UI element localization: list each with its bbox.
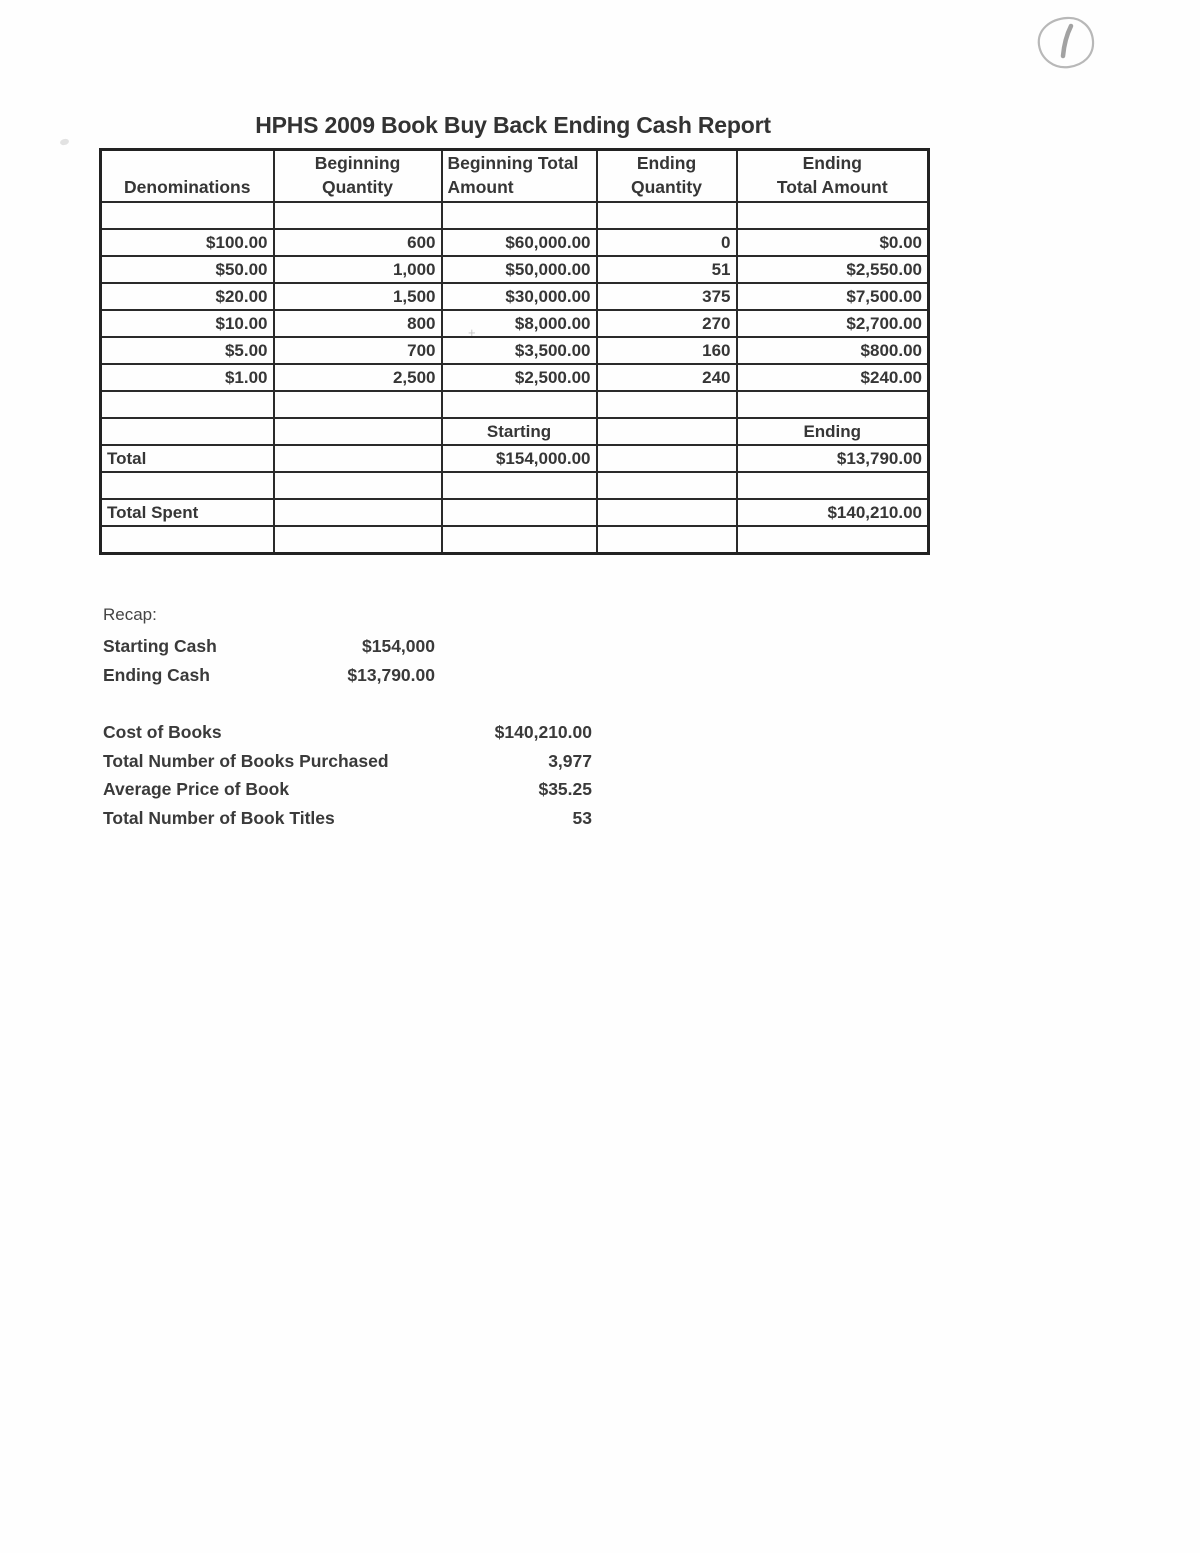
beginning-quantity-cell: 600: [274, 229, 442, 256]
beginning-amount-cell: $30,000.00: [442, 283, 597, 310]
scan-smudge: [59, 138, 69, 146]
header-row: [101, 150, 929, 203]
header-line1: Beginning Total: [447, 153, 579, 173]
table-cell: [274, 391, 442, 418]
col-header-beginning-total-amount: [442, 150, 597, 203]
recap-value: $140,210.00: [494, 722, 592, 742]
table-cell: [101, 418, 274, 445]
starting-label-cell: Starting: [442, 418, 597, 445]
recap-label: Ending Cash: [103, 665, 210, 685]
header-line1: Ending: [802, 153, 862, 173]
denomination-cell: $50.00: [101, 256, 274, 283]
header-line2: Quantity: [631, 177, 702, 197]
table-cell: [597, 499, 737, 526]
denomination-row-100: [101, 229, 929, 256]
ending-amount-cell: $240.00: [737, 364, 929, 391]
page-title: HPHS 2009 Book Buy Back Ending Cash Report: [255, 112, 771, 138]
recap-value: $154,000: [362, 636, 435, 656]
table-cell: [101, 526, 274, 554]
table-cell: [274, 418, 442, 445]
table-cell: [597, 445, 737, 472]
table-cell: [597, 391, 737, 418]
table-cell: [101, 472, 274, 499]
table-cell: [442, 391, 597, 418]
beginning-quantity-cell: 800: [274, 310, 442, 337]
table-cell: [597, 526, 737, 554]
beginning-quantity-cell: 700: [274, 337, 442, 364]
total-row: [101, 445, 929, 472]
denomination-row-10: [101, 310, 929, 337]
ending-label-cell: Ending: [737, 418, 929, 445]
col-header-ending-total-amount: [737, 150, 929, 203]
ending-quantity-cell: 375: [597, 283, 737, 310]
total-spent-amount-cell: $140,210.00: [737, 499, 929, 526]
denomination-cell: $100.00: [101, 229, 274, 256]
ending-quantity-cell: 270: [597, 310, 737, 337]
recap-heading: Recap:: [103, 605, 157, 624]
beginning-amount-cell: $50,000.00: [442, 256, 597, 283]
table-cell: [737, 391, 929, 418]
total-spent-label-cell: Total Spent: [101, 499, 274, 526]
ending-quantity-cell: 160: [597, 337, 737, 364]
table-cell: [442, 526, 597, 554]
spacer-row: [101, 391, 929, 418]
recap-value: $35.25: [538, 779, 592, 799]
denomination-cell: $1.00: [101, 364, 274, 391]
beginning-amount-cell: $60,000.00: [442, 229, 597, 256]
table-cell: [442, 499, 597, 526]
col-header-beginning-quantity: [274, 150, 442, 203]
table-cell: [442, 472, 597, 499]
spacer-row: [101, 472, 929, 499]
recap-value: $13,790.00: [347, 665, 435, 685]
denomination-row-50: [101, 256, 929, 283]
ending-quantity-cell: 0: [597, 229, 737, 256]
recap-value: 53: [572, 808, 592, 828]
beginning-quantity-cell: 2,500: [274, 364, 442, 391]
total-spent-row: [101, 499, 929, 526]
handwritten-page-number: [1033, 15, 1099, 73]
table-cell: [597, 418, 737, 445]
beginning-amount-cell: $3,500.00: [442, 337, 597, 364]
table-cell: [737, 202, 929, 229]
ending-amount-cell: $800.00: [737, 337, 929, 364]
ending-amount-cell: $2,550.00: [737, 256, 929, 283]
spacer-row: [101, 526, 929, 554]
ending-total-cell: $13,790.00: [737, 445, 929, 472]
beginning-quantity-cell: 1,000: [274, 256, 442, 283]
denomination-row-1: [101, 364, 929, 391]
table-cell: [274, 499, 442, 526]
table-cell: [274, 202, 442, 229]
ending-quantity-cell: 51: [597, 256, 737, 283]
ending-amount-cell: $2,700.00: [737, 310, 929, 337]
table-cell: [101, 202, 274, 229]
recap-value: 3,977: [548, 751, 592, 771]
col-header-denominations: [101, 150, 274, 203]
denomination-cell: $5.00: [101, 337, 274, 364]
starting-ending-label-row: [101, 418, 929, 445]
starting-total-cell: $154,000.00: [442, 445, 597, 472]
recap-label: Average Price of Book: [103, 779, 290, 799]
header-line2: Quantity: [322, 177, 393, 197]
header-line2: Denominations: [124, 177, 251, 197]
table-cell: [737, 472, 929, 499]
scan-smudge: +: [468, 325, 476, 340]
table-cell: [597, 472, 737, 499]
recap-label: Starting Cash: [103, 636, 217, 656]
denomination-row-20: [101, 283, 929, 310]
denomination-row-5: [101, 337, 929, 364]
beginning-amount-cell: $8,000.00: [442, 310, 597, 337]
table-cell: [442, 202, 597, 229]
header-line1: Ending: [636, 153, 697, 173]
denomination-cell: $20.00: [101, 283, 274, 310]
recap-label: Total Number of Book Titles: [103, 808, 335, 828]
table-cell: [274, 472, 442, 499]
header-line2: Total Amount: [776, 177, 888, 197]
header-line1: Beginning: [314, 153, 401, 173]
table-cell: [597, 202, 737, 229]
table-cell: [101, 391, 274, 418]
header-line2: Amount: [447, 177, 514, 197]
col-header-ending-quantity: [597, 150, 737, 203]
denomination-cell: $10.00: [101, 310, 274, 337]
table-cell: [274, 526, 442, 554]
ending-amount-cell: $0.00: [737, 229, 929, 256]
beginning-quantity-cell: 1,500: [274, 283, 442, 310]
total-label-cell: Total: [101, 445, 274, 472]
beginning-amount-cell: $2,500.00: [442, 364, 597, 391]
recap-label: Cost of Books: [103, 722, 222, 742]
table-cell: [274, 445, 442, 472]
spacer-row: [101, 202, 929, 229]
ending-amount-cell: $7,500.00: [737, 283, 929, 310]
recap-label: Total Number of Books Purchased: [103, 751, 389, 771]
cash-report-table: [99, 148, 930, 555]
table-cell: [737, 526, 929, 554]
ending-quantity-cell: 240: [597, 364, 737, 391]
circled-one-icon: [1033, 15, 1099, 73]
